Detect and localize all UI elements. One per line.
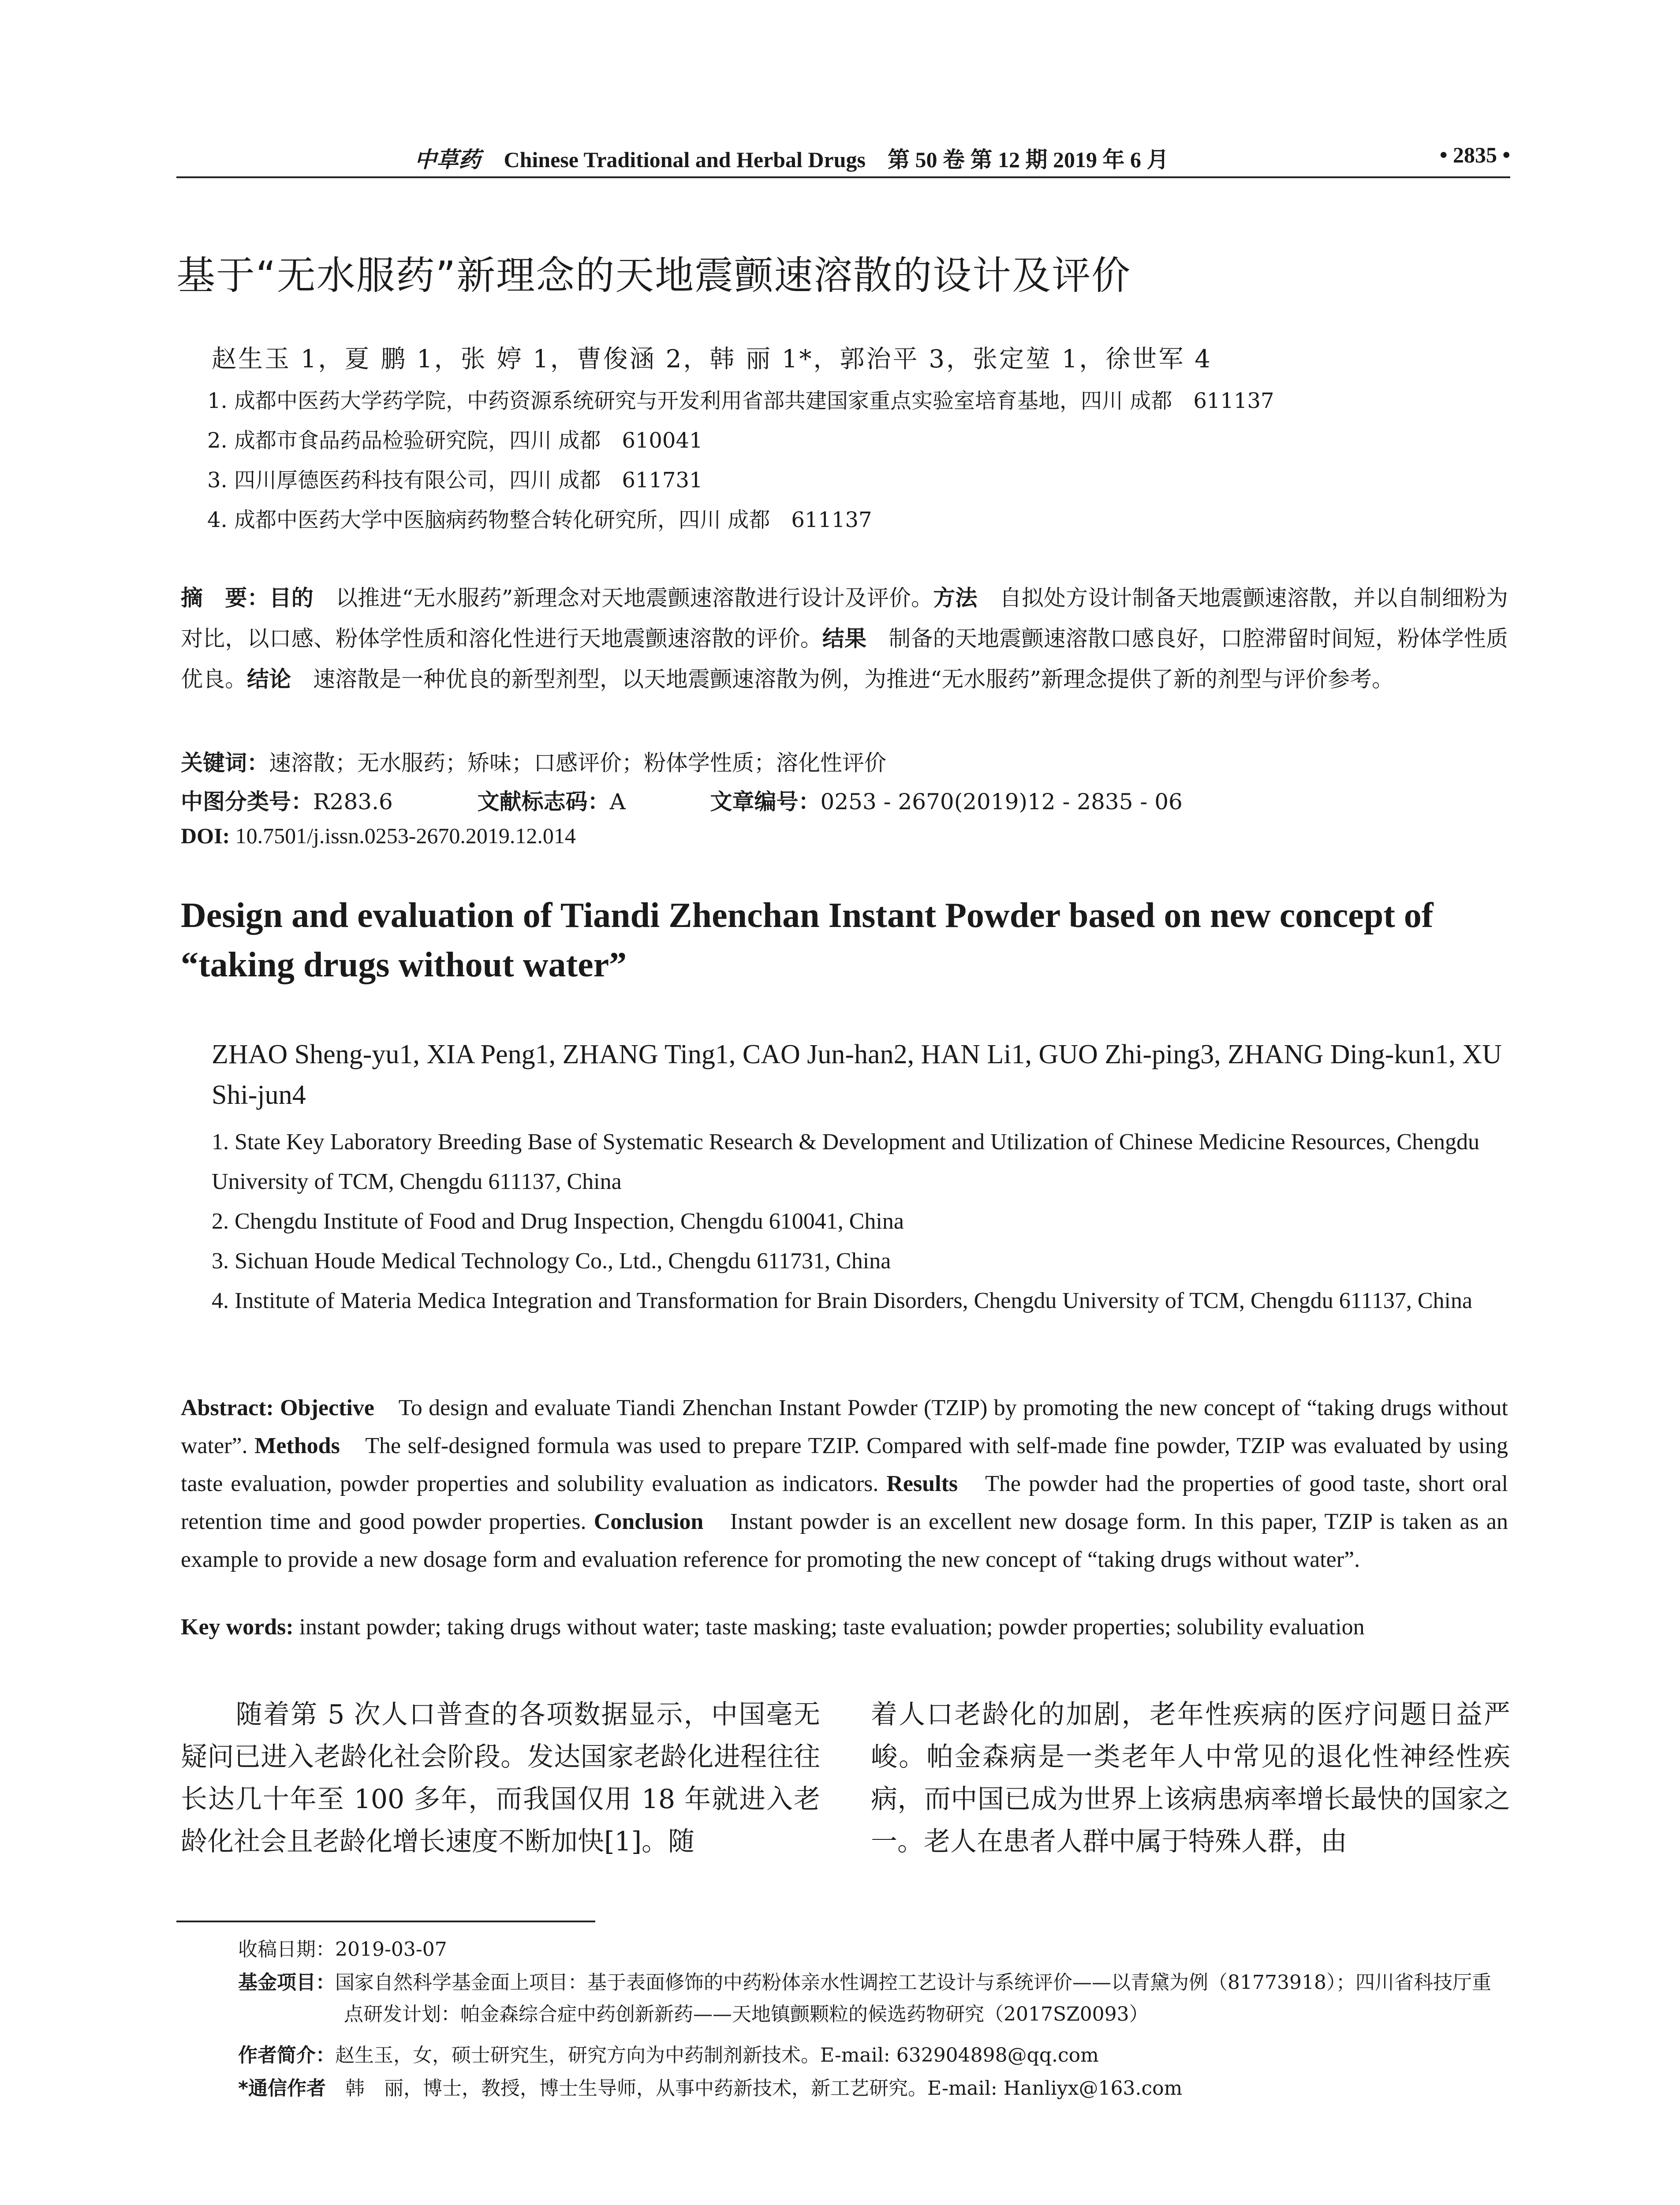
chinese-abstract xyxy=(181,578,1508,699)
corresponding-label: *通信作者 xyxy=(238,2077,326,2100)
author-text: 赵生玉，女，硕士研究生，研究方向为中药制剂新技术。E-mail: 632904898@qq.com xyxy=(335,2044,1099,2067)
chinese-authors: 赵生玉 1，夏 鹏 1，张 婷 1，曹俊涵 2，韩 丽 1*，郭治平 3，张定堃 1，徐世军 4 xyxy=(212,345,1212,374)
chinese-affiliation-3: 3. 四川厚德医药科技有限公司，四川 成都 611731 xyxy=(207,468,703,493)
running-header xyxy=(176,142,1510,173)
abstract-lead-en: Abstract: Objective xyxy=(181,1395,374,1420)
corresponding-text: 韩 丽，博士，教授，博士生导师，从事中药新技术，新工艺研究。E-mail: Hanliyx@163.com xyxy=(326,2077,1183,2100)
conclusion-text-en: Instant powder is an excellent new dosage form. In this paper, TZIP is taken as an example to provide a new dosage form and evaluation reference for promoting the new concept of “taking drugs without water”. xyxy=(181,1509,1508,1572)
corresponding-note xyxy=(238,2073,1508,2104)
article-value: 0253 - 2670(2019)12 - 2835 - 06 xyxy=(820,789,1183,815)
objective-text-cn: 以推进“无水服药”新理念对天地震颤速溶散进行设计及评价。 xyxy=(313,585,933,611)
chinese-title: 基于“无水服药”新理念的天地震颤速溶散的设计及评价 xyxy=(176,253,1131,298)
doi-line xyxy=(181,823,576,848)
header-rule xyxy=(176,176,1510,178)
footnote-rule xyxy=(176,1921,595,1922)
english-affiliation-1: 1. State Key Laboratory Breeding Base of Systematic Research & Development and Utilization of Chinese Medicine Resources, Chengdu University of TCM, Chengdu 611137, China xyxy=(212,1129,1480,1194)
english-keywords xyxy=(181,1614,1508,1640)
conclusion-label-en: Conclusion xyxy=(594,1509,704,1534)
article-label: 文章编号： xyxy=(710,789,821,815)
body-left-column: 随着第 5 次人口普查的各项数据显示，中国毫无疑问已进入老龄化社会阶段。发达国家老龄化进程往往长达几十年至 100 多年，而我国仅用 18 年就进入老龄化社会且老龄化增长速度不断加快[1]。随 xyxy=(181,1699,820,1857)
received-date: 收稿日期：2019-03-07 xyxy=(238,1938,447,1961)
methods-label-en: Methods xyxy=(254,1433,340,1458)
conclusion-text-cn: 速溶散是一种优良的新型剂型，以天地震颤速溶散为例，为推进“无水服药”新理念提供了新的剂型与评价参考。 xyxy=(291,666,1394,692)
journal-info: Chinese Traditional and Herbal Drugs 第 50 卷 第 12 期 2019 年 6 月 xyxy=(504,147,1169,172)
journal-name-cn: 中草药 xyxy=(414,146,481,172)
results-text-cn: 制备的天地震颤速溶散口感良好，口腔滞留时间短，粉体学性质优良。 xyxy=(181,626,1508,692)
author-note xyxy=(238,2040,1508,2071)
doc-label: 文献标志码： xyxy=(477,789,610,815)
keywords-text-cn: 速溶散；无水服药；矫味；口感评价；粉体学性质；溶化性评价 xyxy=(269,750,886,776)
doi-label: DOI: xyxy=(181,823,230,848)
results-label-cn: 结果 xyxy=(822,626,867,651)
keywords-label-en: Key words: xyxy=(181,1615,294,1640)
keywords-label-cn: 关键词： xyxy=(181,750,269,776)
fund-note xyxy=(238,1967,1508,2030)
english-affiliation-2: 2. Chengdu Institute of Food and Drug Inspection, Chengdu 610041, China xyxy=(212,1209,904,1234)
keywords-text-en: instant powder; taking drugs without water; taste masking; taste evaluation; powder properties; solubility evaluation xyxy=(293,1615,1365,1640)
chinese-keywords xyxy=(181,745,886,777)
fund-text: 国家自然科学基金面上项目：基于表面修饰的中药粉体亲水性调控工艺设计与系统评价——以青黛为例（81773918）；四川省科技厅重点研发计划：帕金森综合症中药创新新药——天地镇颤颗粒的候选药物研究（2017SZ0093） xyxy=(335,1971,1491,2026)
page-number: • 2835 • xyxy=(1439,142,1510,167)
author-label: 作者简介： xyxy=(238,2044,335,2067)
chinese-affiliation-2: 2. 成都市食品药品检验研究院，四川 成都 610041 xyxy=(207,428,703,453)
methods-text-cn: 自拟处方设计制备天地震颤速溶散，并以自制细粉为对比，以口感、粉体学性质和溶化性进行天地震颤速溶散的评价。 xyxy=(181,585,1508,651)
chinese-affiliation-1: 1. 成都中医药大学药学院，中药资源系统研究与开发利用省部共建国家重点实验室培育基地，四川 成都 611137 xyxy=(207,389,1274,413)
conclusion-label-cn: 结论 xyxy=(247,666,291,692)
clc-value: R283.6 xyxy=(313,789,393,815)
body-right-column: 着人口老龄化的加剧，老年性疾病的医疗问题日益严峻。帕金森病是一类老年人中常见的退化性神经性疾病，而中国已成为世界上该病患病率增长最快的国家之一。老人在患者人群中属于特殊人群，由 xyxy=(871,1699,1510,1857)
objective-label-cn: 目的 xyxy=(269,585,314,611)
results-text-en: The powder had the properties of good taste, short oral retention time and good powder properties. xyxy=(181,1471,1508,1534)
fund-label: 基金项目： xyxy=(238,1971,335,1994)
english-title: Design and evaluation of Tiandi Zhenchan Instant Powder based on new concept of “taking drugs without water” xyxy=(181,896,1434,984)
english-affiliation-4: 4. Institute of Materia Medica Integration and Transformation for Brain Disorders, Chengdu University of TCM, Chengdu 611137, China xyxy=(212,1288,1473,1313)
abstract-lead-cn: 摘 要： xyxy=(181,585,269,611)
doi-value: 10.7501/j.issn.0253-2670.2019.12.014 xyxy=(230,823,576,848)
clc-label: 中图分类号： xyxy=(181,789,313,815)
english-authors: ZHAO Sheng-yu1, XIA Peng1, ZHANG Ting1, CAO Jun-han2, HAN Li1, GUO Zhi-ping3, ZHANG Ding-kun1, XU Shi-jun4 xyxy=(212,1039,1502,1110)
methods-label-cn: 方法 xyxy=(933,585,978,611)
methods-text-en: The self-designed formula was used to prepare TZIP. Compared with self-made fine powder, TZIP was evaluated by using taste evaluation, powder properties and solubility evaluation as indicators. xyxy=(181,1433,1508,1496)
journal-line xyxy=(414,142,1169,174)
objective-text-en: To design and evaluate Tiandi Zhenchan Instant Powder (TZIP) by promoting the new concept of “taking drugs without water”. xyxy=(181,1395,1508,1458)
classification-line xyxy=(181,784,1183,816)
english-abstract xyxy=(181,1389,1508,1579)
chinese-affiliation-4: 4. 成都中医药大学中医脑病药物整合转化研究所，四川 成都 611137 xyxy=(207,508,872,532)
english-affiliation-3: 3. Sichuan Houde Medical Technology Co., Ltd., Chengdu 611731, China xyxy=(212,1248,891,1274)
results-label-en: Results xyxy=(886,1471,958,1496)
doc-value: A xyxy=(609,789,626,815)
